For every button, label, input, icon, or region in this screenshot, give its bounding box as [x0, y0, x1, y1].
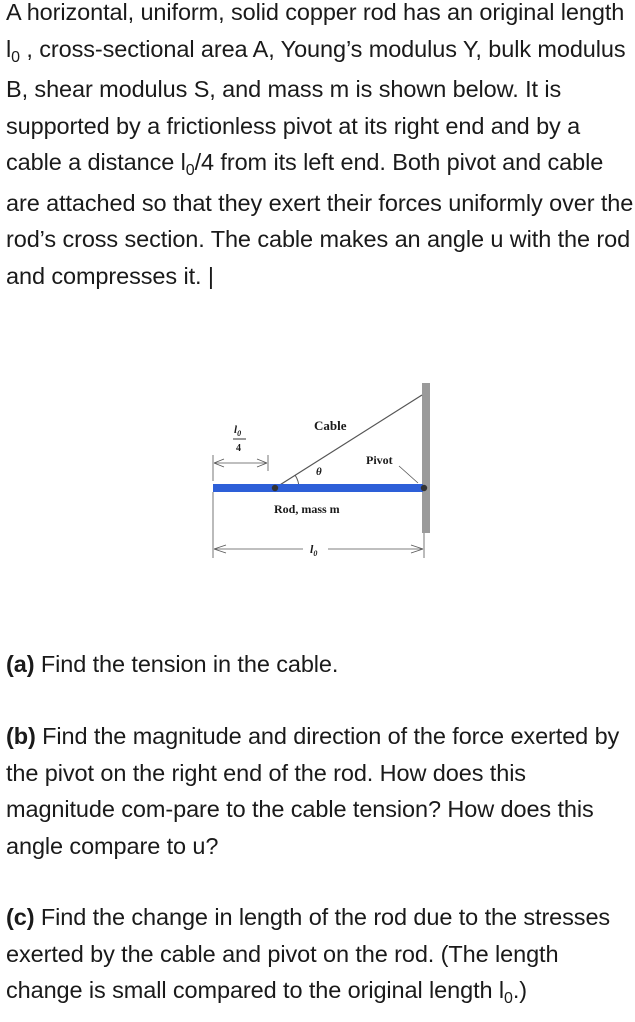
rod-cable-diagram — [200, 383, 440, 568]
quarter-denominator: 4 — [236, 443, 241, 454]
intro-text-3: /4 from its left end. Both pivot and cable are attached so that they exert their forces uniformly over the rod’s cross section. The cable makes an angle u with the rod and compresses it. | — [6, 149, 634, 289]
quarter-numerator: $l_0$ — [234, 424, 242, 438]
question-b-label: (b) — [6, 723, 36, 749]
question-c-text: Find the change in length of the rod due to the stresses exerted by the cable and pivot on the rod. (The length change is small compared to the original length l — [6, 904, 611, 1003]
question-b-text: Find the magnitude and direction of the force exerted by the pivot on the right end of the rod. How does this magnitude com-pare to the cable tension? How does this angle compare to u? — [6, 723, 620, 859]
wall — [422, 383, 430, 533]
intro-subscript-2: 0 — [185, 162, 195, 179]
pivot-label: Pivot — [366, 453, 393, 467]
question-c — [6, 899, 634, 1013]
question-c-end: .) — [512, 977, 527, 1003]
rod — [213, 484, 423, 492]
pivot-leader — [399, 466, 418, 483]
question-a-text: Find the tension in the cable. — [34, 651, 339, 677]
question-b — [6, 718, 634, 864]
pivot-point — [421, 485, 427, 491]
question-a — [6, 646, 634, 683]
cable-line — [275, 395, 422, 488]
length-label: $l_0$ — [310, 542, 318, 558]
question-c-subscript: 0 — [504, 990, 513, 1007]
intro-text-2: , cross-sectional area A, Young’s modulus Y, bulk modulus B, shear modulus S, and mass m is shown below. It is supported by a frictionless pivot at its right end and by a cable a distance l — [6, 35, 626, 175]
question-a-label: (a) — [6, 651, 35, 677]
rod-label: Rod, mass m — [274, 502, 340, 516]
intro-text-1: A horizontal, uniform, solid copper rod has an original length l — [6, 0, 625, 62]
cable-label: Cable — [314, 418, 347, 433]
angle-label: θ — [316, 466, 322, 478]
question-c-label: (c) — [6, 904, 35, 930]
cable-attachment-point — [272, 485, 278, 491]
problem-statement — [6, 0, 634, 294]
intro-subscript-1: 0 — [11, 48, 20, 66]
